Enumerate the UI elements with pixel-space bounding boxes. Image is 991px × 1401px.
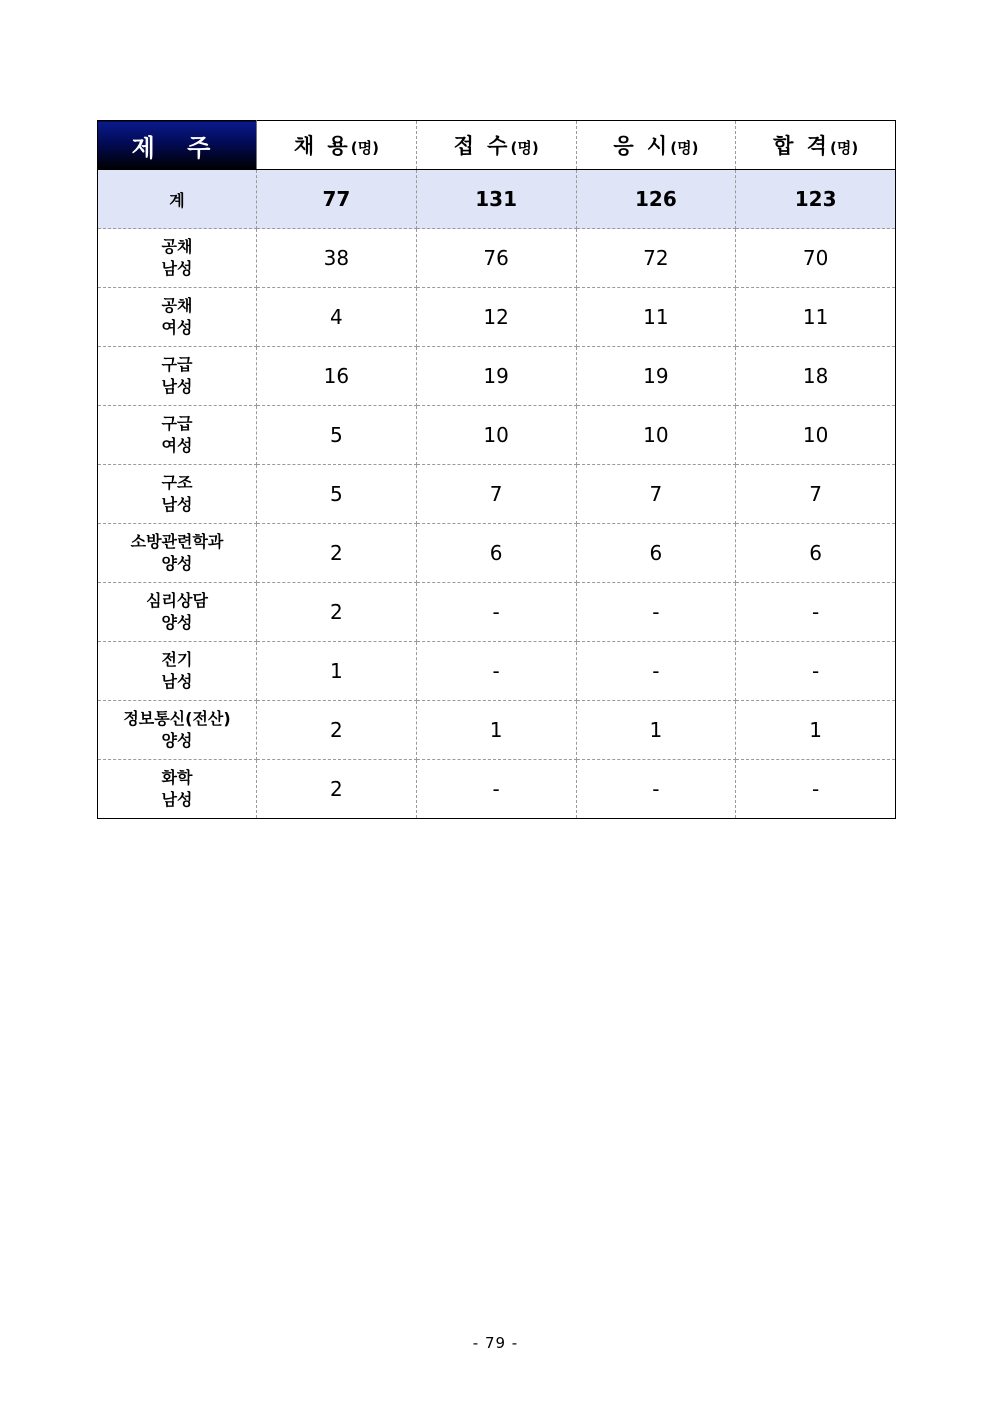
table-cell: 2: [257, 583, 417, 642]
row-label: [98, 524, 257, 583]
column-header-unit: (명): [829, 139, 859, 157]
table-cell: 72: [576, 229, 736, 288]
table-cell: -: [576, 583, 736, 642]
row-label-group: 양성: [161, 613, 193, 632]
table-row: [98, 229, 896, 288]
table-cell: 38: [257, 229, 417, 288]
table-cell: 6: [736, 524, 896, 583]
row-label: [98, 760, 257, 819]
table-cell: 6: [576, 524, 736, 583]
table-cell: 1: [576, 701, 736, 760]
row-label-group: 남성: [161, 259, 193, 278]
table-cell: -: [736, 642, 896, 701]
table-cell: 7: [576, 465, 736, 524]
row-label-category: 구조: [161, 473, 193, 492]
table-cell: -: [416, 583, 576, 642]
total-cell: 123: [736, 170, 896, 229]
table-cell: 10: [576, 406, 736, 465]
table-cell: 2: [257, 701, 417, 760]
table-cell: 10: [416, 406, 576, 465]
row-label-group: 양성: [161, 554, 193, 573]
table-row: [98, 465, 896, 524]
table-cell: 10: [736, 406, 896, 465]
row-label: [98, 347, 257, 406]
row-label: [98, 701, 257, 760]
total-row: [98, 170, 896, 229]
table-cell: 16: [257, 347, 417, 406]
table-row: [98, 701, 896, 760]
table-cell: 1: [736, 701, 896, 760]
row-label-category: 전기: [161, 650, 193, 669]
row-label: [98, 583, 257, 642]
row-label-group: 여성: [161, 436, 193, 455]
table-cell: 11: [576, 288, 736, 347]
row-label: [98, 465, 257, 524]
total-cell: 126: [576, 170, 736, 229]
table-cell: 76: [416, 229, 576, 288]
row-label-group: 남성: [161, 672, 193, 691]
table-row: [98, 406, 896, 465]
table-cell: -: [416, 642, 576, 701]
row-label: [98, 288, 257, 347]
page-number: - 79 -: [472, 1334, 519, 1352]
row-label-category: 공채: [161, 237, 193, 256]
table-cell: 70: [736, 229, 896, 288]
column-header-hired: [257, 121, 417, 170]
column-header-applied: [416, 121, 576, 170]
table-cell: 18: [736, 347, 896, 406]
table-cell: 1: [257, 642, 417, 701]
row-label-group: 양성: [161, 731, 193, 750]
row-label-category: 화학: [161, 768, 193, 787]
row-label: [98, 229, 257, 288]
column-header-passed: [736, 121, 896, 170]
column-header-unit: (명): [510, 139, 539, 157]
row-label-category: 구급: [161, 414, 193, 433]
recruitment-table: [97, 120, 896, 819]
table-cell: 5: [257, 406, 417, 465]
table-cell: 2: [257, 524, 417, 583]
table-cell: 7: [736, 465, 896, 524]
row-label-group: 남성: [161, 495, 193, 514]
table-cell: 5: [257, 465, 417, 524]
table-cell: 12: [416, 288, 576, 347]
row-label: [98, 642, 257, 701]
column-header-label: 접 수: [453, 134, 511, 158]
column-header-label: 채 용: [293, 134, 351, 158]
row-label: [98, 406, 257, 465]
row-label-category: 정보통신(전산): [123, 709, 231, 728]
table-cell: 7: [416, 465, 576, 524]
table-row: [98, 347, 896, 406]
table-cell: -: [736, 583, 896, 642]
table-row: [98, 288, 896, 347]
total-cell: 77: [257, 170, 417, 229]
row-label-group: 남성: [161, 377, 193, 396]
table-cell: 19: [576, 347, 736, 406]
row-label-category: 공채: [161, 296, 193, 315]
column-header-label: 합 격: [773, 134, 830, 158]
region-header: 제 주: [98, 121, 257, 170]
table-header-row: [98, 121, 896, 170]
table-cell: 1: [416, 701, 576, 760]
table-cell: -: [576, 760, 736, 819]
column-header-took-exam: [576, 121, 736, 170]
table-row: [98, 524, 896, 583]
row-label-group: 남성: [161, 790, 193, 809]
column-header-unit: (명): [350, 139, 379, 157]
table-cell: -: [416, 760, 576, 819]
row-label-category: 심리상담: [146, 591, 208, 610]
column-header-label: 응 시: [613, 134, 671, 158]
table-cell: -: [736, 760, 896, 819]
total-cell: 131: [416, 170, 576, 229]
total-label: 계: [98, 170, 257, 229]
table-cell: 19: [416, 347, 576, 406]
row-label-category: 소방관련학과: [130, 532, 224, 551]
row-label-category: 구급: [161, 355, 193, 374]
table-cell: 2: [257, 760, 417, 819]
row-label-group: 여성: [161, 318, 193, 337]
table-cell: 6: [416, 524, 576, 583]
table-row: [98, 583, 896, 642]
table-cell: 4: [257, 288, 417, 347]
table-cell: -: [576, 642, 736, 701]
column-header-unit: (명): [670, 139, 699, 157]
table-row: [98, 760, 896, 819]
table-row: [98, 642, 896, 701]
table-cell: 11: [736, 288, 896, 347]
